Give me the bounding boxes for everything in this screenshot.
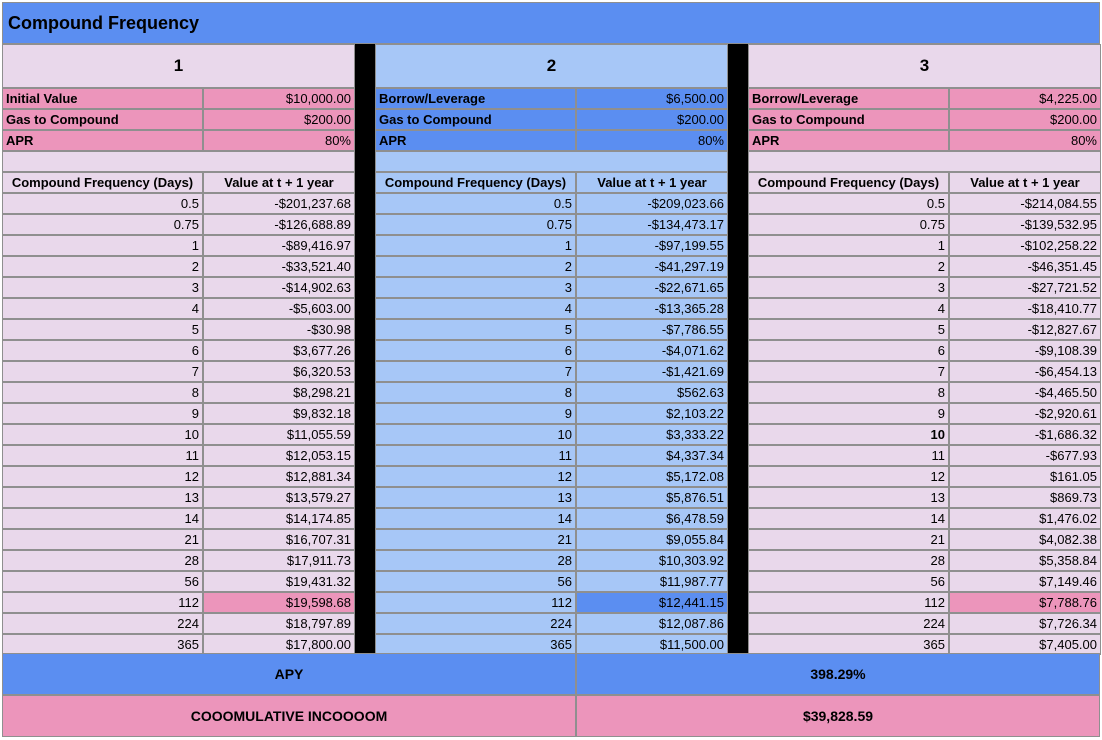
value-cell[interactable]: -$126,688.89: [203, 214, 355, 235]
blank-row[interactable]: [748, 151, 1101, 172]
value-cell[interactable]: -$41,297.19: [576, 256, 728, 277]
frequency-cell[interactable]: 2: [2, 256, 203, 277]
col-header-frequency[interactable]: Compound Frequency (Days): [748, 172, 949, 193]
value-cell[interactable]: -$2,920.61: [949, 403, 1101, 424]
frequency-cell[interactable]: 6: [375, 340, 576, 361]
value-cell[interactable]: -$46,351.45: [949, 256, 1101, 277]
frequency-cell[interactable]: 6: [748, 340, 949, 361]
value-cell[interactable]: $11,055.59: [203, 424, 355, 445]
col-header-value[interactable]: Value at t + 1 year: [203, 172, 355, 193]
value-cell[interactable]: -$4,465.50: [949, 382, 1101, 403]
param-label[interactable]: APR: [748, 130, 949, 151]
frequency-cell[interactable]: 7: [748, 361, 949, 382]
value-cell[interactable]: $2,103.22: [576, 403, 728, 424]
col-header-frequency[interactable]: Compound Frequency (Days): [375, 172, 576, 193]
value-cell[interactable]: -$1,686.32: [949, 424, 1101, 445]
value-cell[interactable]: $19,431.32: [203, 571, 355, 592]
param-label[interactable]: Gas to Compound: [375, 109, 576, 130]
value-cell[interactable]: $12,441.15: [576, 592, 728, 613]
frequency-cell[interactable]: 7: [2, 361, 203, 382]
value-cell[interactable]: -$6,454.13: [949, 361, 1101, 382]
frequency-cell[interactable]: 5: [748, 319, 949, 340]
frequency-cell[interactable]: 3: [748, 277, 949, 298]
value-cell[interactable]: -$5,603.00: [203, 298, 355, 319]
value-cell[interactable]: -$209,023.66: [576, 193, 728, 214]
value-cell[interactable]: -$27,721.52: [949, 277, 1101, 298]
value-cell[interactable]: -$9,108.39: [949, 340, 1101, 361]
value-cell[interactable]: $7,405.00: [949, 634, 1101, 655]
sheet-title[interactable]: Compound Frequency: [2, 2, 1100, 44]
param-value[interactable]: 80%: [203, 130, 355, 151]
value-cell[interactable]: $8,298.21: [203, 382, 355, 403]
frequency-cell[interactable]: 5: [2, 319, 203, 340]
frequency-cell[interactable]: 10: [375, 424, 576, 445]
frequency-cell[interactable]: 21: [375, 529, 576, 550]
column-separator-1: [354, 44, 375, 653]
value-cell[interactable]: $11,500.00: [576, 634, 728, 655]
value-cell[interactable]: $17,800.00: [203, 634, 355, 655]
frequency-cell[interactable]: 3: [375, 277, 576, 298]
apy-label[interactable]: APY: [2, 653, 576, 695]
frequency-cell[interactable]: 8: [748, 382, 949, 403]
value-cell[interactable]: $19,598.68: [203, 592, 355, 613]
param-value[interactable]: $200.00: [576, 109, 728, 130]
frequency-cell[interactable]: 1: [748, 235, 949, 256]
value-cell[interactable]: -$7,786.55: [576, 319, 728, 340]
frequency-cell[interactable]: 0.5: [375, 193, 576, 214]
param-label[interactable]: Initial Value: [2, 88, 203, 109]
frequency-cell[interactable]: 21: [2, 529, 203, 550]
value-cell[interactable]: -$13,365.28: [576, 298, 728, 319]
value-cell[interactable]: -$1,421.69: [576, 361, 728, 382]
frequency-cell[interactable]: 14: [375, 508, 576, 529]
value-cell[interactable]: $6,478.59: [576, 508, 728, 529]
frequency-cell[interactable]: 0.75: [375, 214, 576, 235]
value-cell[interactable]: $161.05: [949, 466, 1101, 487]
frequency-cell[interactable]: 12: [748, 466, 949, 487]
value-cell[interactable]: $5,876.51: [576, 487, 728, 508]
frequency-cell[interactable]: 6: [2, 340, 203, 361]
value-cell[interactable]: -$134,473.17: [576, 214, 728, 235]
param-label[interactable]: Gas to Compound: [748, 109, 949, 130]
value-cell[interactable]: -$33,521.40: [203, 256, 355, 277]
param-value[interactable]: $200.00: [949, 109, 1101, 130]
param-label[interactable]: Gas to Compound: [2, 109, 203, 130]
frequency-cell[interactable]: 0.5: [2, 193, 203, 214]
value-cell[interactable]: $17,911.73: [203, 550, 355, 571]
value-cell[interactable]: -$102,258.22: [949, 235, 1101, 256]
value-cell[interactable]: $12,881.34: [203, 466, 355, 487]
value-cell[interactable]: -$201,237.68: [203, 193, 355, 214]
param-label[interactable]: Borrow/Leverage: [375, 88, 576, 109]
value-cell[interactable]: $12,053.15: [203, 445, 355, 466]
value-cell[interactable]: $10,303.92: [576, 550, 728, 571]
value-cell[interactable]: $562.63: [576, 382, 728, 403]
col-header-frequency[interactable]: Compound Frequency (Days): [2, 172, 203, 193]
frequency-cell[interactable]: 365: [2, 634, 203, 655]
frequency-cell[interactable]: 21: [748, 529, 949, 550]
frequency-cell[interactable]: 28: [375, 550, 576, 571]
value-cell[interactable]: -$89,416.97: [203, 235, 355, 256]
value-cell[interactable]: -$139,532.95: [949, 214, 1101, 235]
col-header-value[interactable]: Value at t + 1 year: [949, 172, 1101, 193]
col-header-value[interactable]: Value at t + 1 year: [576, 172, 728, 193]
frequency-cell[interactable]: 12: [375, 466, 576, 487]
value-cell[interactable]: -$4,071.62: [576, 340, 728, 361]
frequency-cell[interactable]: 0.75: [748, 214, 949, 235]
frequency-cell[interactable]: 0.5: [748, 193, 949, 214]
frequency-cell[interactable]: 1: [375, 235, 576, 256]
value-cell[interactable]: $4,337.34: [576, 445, 728, 466]
cumulative-income-label[interactable]: COOOMULATIVE INCOOOOM: [2, 695, 576, 737]
value-cell[interactable]: $7,788.76: [949, 592, 1101, 613]
frequency-cell[interactable]: 112: [375, 592, 576, 613]
section-heading[interactable]: 2: [375, 44, 728, 88]
param-label[interactable]: APR: [2, 130, 203, 151]
value-cell[interactable]: $14,174.85: [203, 508, 355, 529]
frequency-cell[interactable]: 224: [2, 613, 203, 634]
frequency-cell[interactable]: 224: [748, 613, 949, 634]
value-cell[interactable]: $3,677.26: [203, 340, 355, 361]
blank-row[interactable]: [2, 151, 355, 172]
frequency-cell[interactable]: 13: [748, 487, 949, 508]
frequency-cell[interactable]: 56: [2, 571, 203, 592]
value-cell[interactable]: -$18,410.77: [949, 298, 1101, 319]
value-cell[interactable]: $5,172.08: [576, 466, 728, 487]
value-cell[interactable]: -$22,671.65: [576, 277, 728, 298]
param-value[interactable]: $200.00: [203, 109, 355, 130]
param-value[interactable]: $6,500.00: [576, 88, 728, 109]
frequency-cell[interactable]: 4: [748, 298, 949, 319]
value-cell[interactable]: $1,476.02: [949, 508, 1101, 529]
param-label[interactable]: APR: [375, 130, 576, 151]
value-cell[interactable]: $12,087.86: [576, 613, 728, 634]
frequency-cell[interactable]: 13: [375, 487, 576, 508]
value-cell[interactable]: $9,832.18: [203, 403, 355, 424]
frequency-cell[interactable]: 56: [375, 571, 576, 592]
value-cell[interactable]: $9,055.84: [576, 529, 728, 550]
frequency-cell[interactable]: 28: [2, 550, 203, 571]
value-cell[interactable]: $13,579.27: [203, 487, 355, 508]
frequency-cell[interactable]: 9: [375, 403, 576, 424]
section-heading[interactable]: 1: [2, 44, 355, 88]
value-cell[interactable]: $7,149.46: [949, 571, 1101, 592]
frequency-cell[interactable]: 9: [748, 403, 949, 424]
value-cell[interactable]: $11,987.77: [576, 571, 728, 592]
param-value[interactable]: 80%: [576, 130, 728, 151]
frequency-cell[interactable]: 7: [375, 361, 576, 382]
frequency-cell[interactable]: 13: [2, 487, 203, 508]
value-cell[interactable]: -$97,199.55: [576, 235, 728, 256]
param-label[interactable]: Borrow/Leverage: [748, 88, 949, 109]
value-cell[interactable]: $3,333.22: [576, 424, 728, 445]
cumulative-income-value[interactable]: $39,828.59: [576, 695, 1100, 737]
value-cell[interactable]: $5,358.84: [949, 550, 1101, 571]
value-cell[interactable]: $7,726.34: [949, 613, 1101, 634]
frequency-cell[interactable]: 5: [375, 319, 576, 340]
frequency-cell[interactable]: 8: [375, 382, 576, 403]
value-cell[interactable]: -$14,902.63: [203, 277, 355, 298]
frequency-cell[interactable]: 3: [2, 277, 203, 298]
frequency-cell[interactable]: 10: [748, 424, 949, 445]
column-separator-2: [727, 44, 748, 653]
frequency-cell[interactable]: 224: [375, 613, 576, 634]
frequency-cell[interactable]: 12: [2, 466, 203, 487]
frequency-cell[interactable]: 14: [2, 508, 203, 529]
frequency-cell[interactable]: 11: [748, 445, 949, 466]
frequency-cell[interactable]: 8: [2, 382, 203, 403]
value-cell[interactable]: -$30.98: [203, 319, 355, 340]
frequency-cell[interactable]: 9: [2, 403, 203, 424]
value-cell[interactable]: $869.73: [949, 487, 1101, 508]
frequency-cell[interactable]: 4: [375, 298, 576, 319]
frequency-cell[interactable]: 11: [375, 445, 576, 466]
frequency-cell[interactable]: 365: [748, 634, 949, 655]
frequency-cell[interactable]: 2: [375, 256, 576, 277]
frequency-cell[interactable]: 112: [2, 592, 203, 613]
param-value[interactable]: 80%: [949, 130, 1101, 151]
frequency-cell[interactable]: 0.75: [2, 214, 203, 235]
frequency-cell[interactable]: 4: [2, 298, 203, 319]
frequency-cell[interactable]: 28: [748, 550, 949, 571]
value-cell[interactable]: $4,082.38: [949, 529, 1101, 550]
value-cell[interactable]: -$214,084.55: [949, 193, 1101, 214]
frequency-cell[interactable]: 112: [748, 592, 949, 613]
frequency-cell[interactable]: 11: [2, 445, 203, 466]
value-cell[interactable]: -$677.93: [949, 445, 1101, 466]
frequency-cell[interactable]: 56: [748, 571, 949, 592]
frequency-cell[interactable]: 1: [2, 235, 203, 256]
blank-row[interactable]: [375, 151, 728, 172]
frequency-cell[interactable]: 365: [375, 634, 576, 655]
frequency-cell[interactable]: 2: [748, 256, 949, 277]
section-heading[interactable]: 3: [748, 44, 1101, 88]
param-value[interactable]: $4,225.00: [949, 88, 1101, 109]
apy-value[interactable]: 398.29%: [576, 653, 1100, 695]
value-cell[interactable]: $6,320.53: [203, 361, 355, 382]
param-value[interactable]: $10,000.00: [203, 88, 355, 109]
value-cell[interactable]: -$12,827.67: [949, 319, 1101, 340]
frequency-cell[interactable]: 10: [2, 424, 203, 445]
value-cell[interactable]: $16,707.31: [203, 529, 355, 550]
frequency-cell[interactable]: 14: [748, 508, 949, 529]
value-cell[interactable]: $18,797.89: [203, 613, 355, 634]
